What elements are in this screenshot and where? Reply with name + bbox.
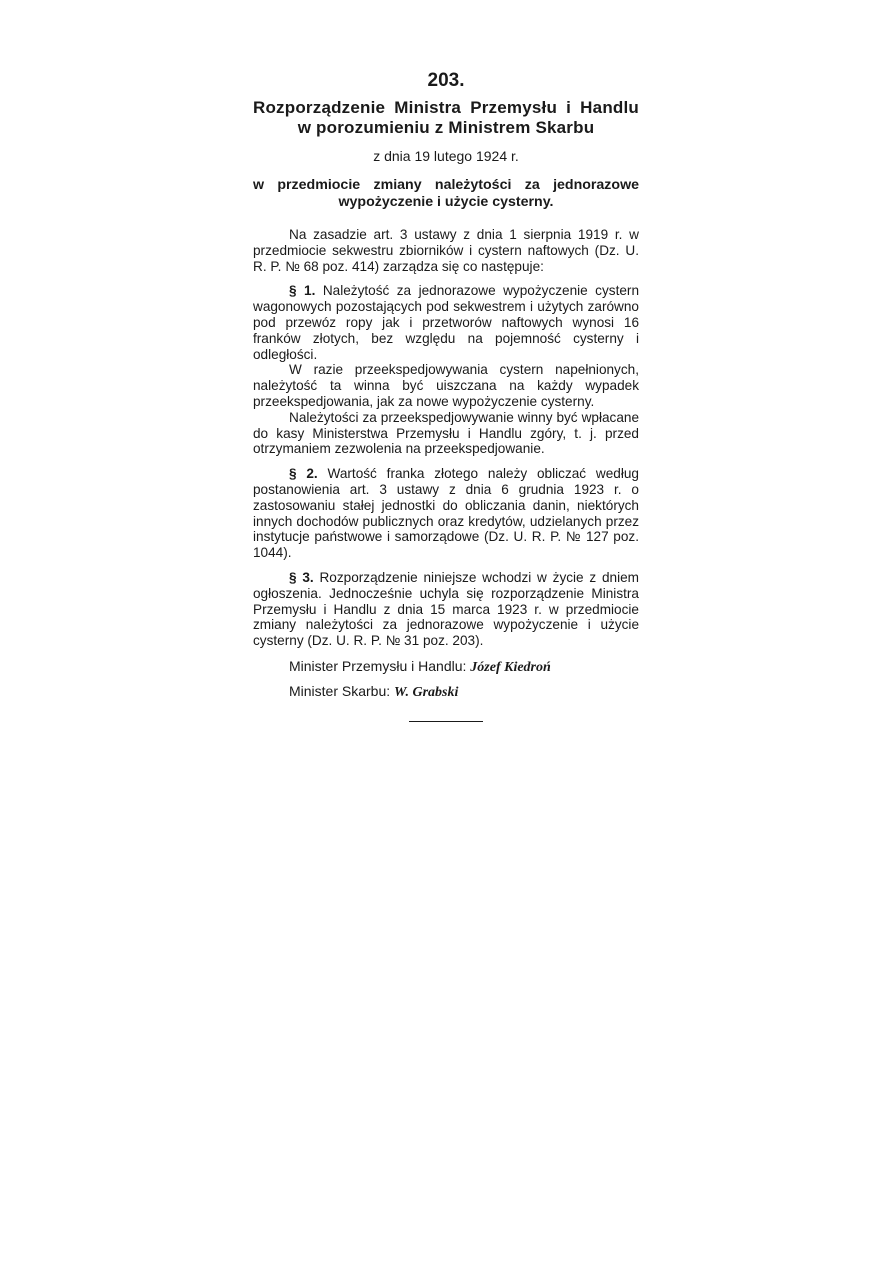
spacer <box>253 274 639 283</box>
section-1-paragraph-3: Należytości za przeekspedjowywanie winny być wpłacane do kasy Ministerstwa Przemysłu i Handlu zgóry, t. j. przed otrzymaniem zezwolenia na przeekspedjowanie. <box>253 409 639 457</box>
section-3-text-1: Rozporządzenie niniejsze wchodzi w życie z dniem ogłoszenia. Jednocześnie uchyla się rozporządzenie Ministra Przemysłu i Handlu z dnia 15 marca 1923 r. w przedmiocie zmiany należytości za jednorazowe wypożyczenie i użycie cysterny (Dz. U. R. P. № 31 poz. 203). <box>253 569 639 649</box>
signature-role: Minister Przemysłu i Handlu: <box>289 657 467 674</box>
document-subject: w przedmiocie zmiany należytości za jednorazowe wypożyczenie i użycie cysterny. <box>253 177 639 210</box>
spacer <box>253 676 639 683</box>
signature-minister-industry <box>253 658 639 676</box>
section-1-paragraph-1 <box>253 283 639 362</box>
spacer <box>253 649 639 658</box>
section-2-paragraph-1 <box>253 466 639 561</box>
signature-role: Minister Skarbu: <box>289 682 391 699</box>
section-1-label: § 1. <box>289 283 316 299</box>
section-3-label: § 3. <box>289 569 314 585</box>
document-page <box>253 70 639 722</box>
spacer <box>253 561 639 570</box>
signature-name: Józef Kiedroń <box>470 659 551 675</box>
preamble: Na zasadzie art. 3 ustawy z dnia 1 sierpnia 1919 r. w przedmiocie sekwestru zbiorników i cystern naftowych (Dz. U. R. P. № 68 poz. 414) zarządza się co następuje: <box>253 227 639 274</box>
section-3 <box>253 570 639 649</box>
closing-rule <box>409 721 483 722</box>
section-2 <box>253 466 639 561</box>
section-2-text-1: Wartość franka złotego należy obliczać według postanowienia art. 3 ustawy z dnia 6 grudnia 1923 r. o zastosowaniu stałej jednostki do obliczania danin, niektórych innych dochodów publicznych oraz kredytów, udzielanych przez instytucje państwowe i samorządowe (Dz. U. R. P. № 127 poz. 1044). <box>253 466 639 561</box>
signature-name: W. Grabski <box>394 684 459 700</box>
section-3-paragraph-1 <box>253 570 639 649</box>
signature-minister-treasury <box>253 683 639 701</box>
section-2-label: § 2. <box>289 466 318 482</box>
section-1-paragraph-2: W razie przeekspedjowywania cystern napełnionych, należytość ta winna być uiszczana na każdy wypadek przeekspedjowania, jak za nowe wypożyczenie cysterny. <box>253 362 639 409</box>
document-title: Rozporządzenie Ministra Przemysłu i Handlu w porozumieniu z Ministrem Skarbu <box>253 98 639 137</box>
section-1-text-1: Należytość za jednorazowe wypożyczenie cystern wagonowych pozostających pod sekwestrem i użytych zarówno pod przewóz ropy jak i przetworów naftowych wynosi 16 franków złotych, bez względu na pojemność cysterny i odległości. <box>253 283 640 362</box>
document-date: z dnia 19 lutego 1924 r. <box>373 148 519 164</box>
section-1 <box>253 283 639 457</box>
spacer <box>253 457 639 466</box>
document-number: 203. <box>427 70 465 91</box>
